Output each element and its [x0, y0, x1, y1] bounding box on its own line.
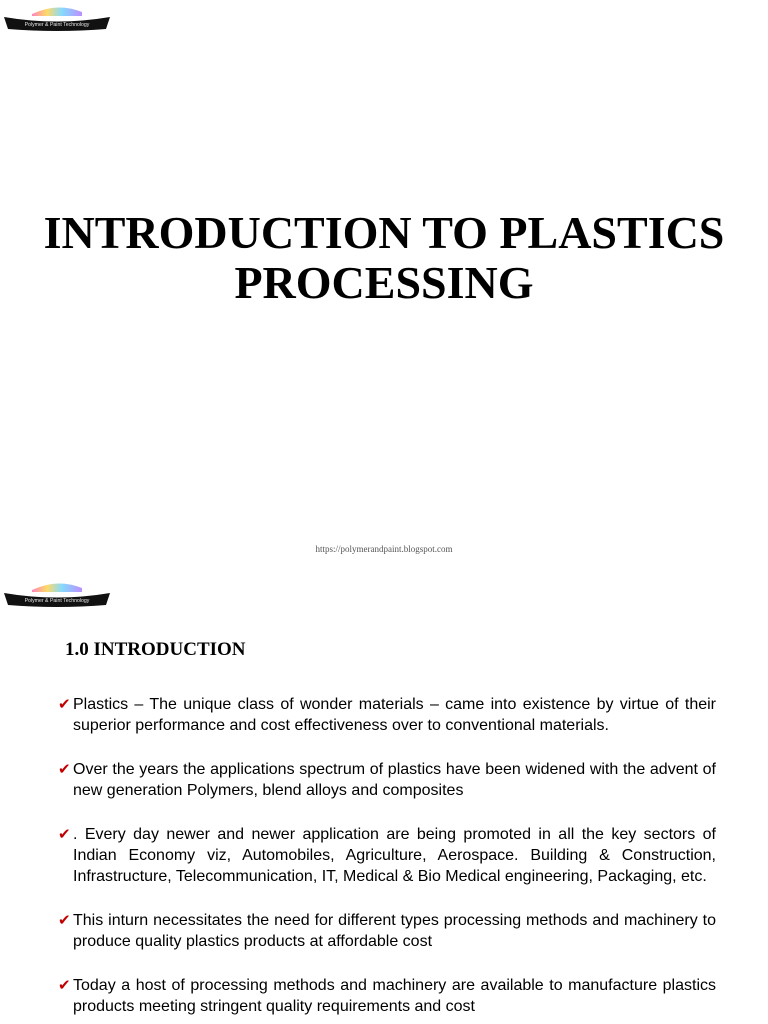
bullet-list: [56, 694, 716, 1024]
check-mark-icon: ✔: [58, 911, 71, 929]
bullet-text: . Every day newer and newer application are being promoted in all the key sectors of Indian Economy viz, Automobiles, Agriculture, Aerospace. Building & Construction, Infrastructure, Telecommunication, IT, Medical & Bio Medical engineering, Packaging, etc.: [73, 826, 716, 885]
bullet-item: [56, 975, 716, 1017]
check-mark-icon: ✔: [58, 825, 71, 843]
bullet-item: [56, 910, 716, 952]
bullet-item: [56, 694, 716, 736]
check-mark-icon: ✔: [58, 695, 71, 713]
section-heading: 1.0 INTRODUCTION: [65, 639, 246, 660]
bullet-text: Plastics – The unique class of wonder materials – came into existence by virtue of their superior performance and cost effectiveness over to conventional materials.: [73, 696, 716, 734]
bullet-item: [56, 759, 716, 801]
slide-title-line: PROCESSING: [234, 257, 534, 308]
bullet-item: [56, 824, 716, 887]
slide-title: [20, 208, 748, 308]
bullet-text: Over the years the applications spectrum of plastics have been widened with the advent of new generation Polymers, blend alloys and composites: [73, 761, 716, 799]
introduction-slide: [0, 576, 768, 1024]
bullet-text: Today a host of processing methods and machinery are available to manufacture plastics products meeting stringent quality requirements and cost: [73, 977, 716, 1015]
check-mark-icon: ✔: [58, 976, 71, 994]
svg-text:Polymer & Paint Technology: Polymer & Paint Technology: [24, 598, 90, 604]
polymer-paint-logo-icon: [2, 578, 112, 608]
polymer-paint-logo-icon: [2, 2, 112, 32]
bullet-text: This inturn necessitates the need for different types processing methods and machinery to produce quality plastics products at affordable cost: [73, 912, 716, 950]
slide-title-line: INTRODUCTION TO PLASTICS: [43, 207, 725, 258]
footer-url: https://polymerandpaint.blogspot.com: [315, 544, 453, 554]
check-mark-icon: ✔: [58, 760, 71, 778]
svg-text:Polymer & Paint Technology: Polymer & Paint Technology: [24, 22, 90, 28]
